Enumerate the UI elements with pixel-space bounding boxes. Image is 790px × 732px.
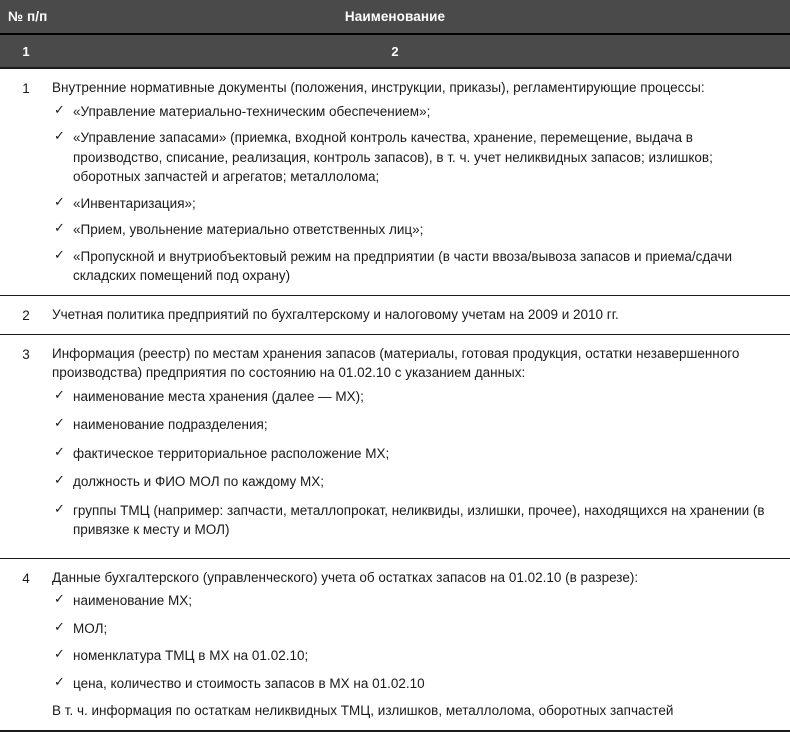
list-item — [52, 619, 780, 639]
list-item — [52, 674, 780, 694]
check-icon: ✓ — [54, 387, 65, 403]
row-lead-text: Информация (реестр) по местам хранения запасов (материалы, готовая продукция, остатки незавершенного производства) предприятия по состоянию на 01.02.10 с указанием данных: — [52, 345, 740, 380]
row-number: 2 — [22, 307, 30, 323]
list-item-label: «Управление материально-техническим обеспечением»; — [73, 103, 431, 119]
check-icon: ✓ — [54, 221, 65, 236]
check-icon: ✓ — [54, 619, 65, 635]
row-content — [52, 568, 790, 721]
column-number-1: 1 — [22, 43, 30, 59]
table-header-numbers-row — [0, 33, 790, 67]
list-item-label: группы ТМЦ (например: запчасти, металлопрокат, неликвиды, излишки, прочее), находящихся на хранении (в привязке к месту и МОЛ) — [73, 502, 765, 537]
check-icon: ✓ — [54, 129, 65, 144]
check-icon: ✓ — [54, 102, 65, 118]
table-row — [0, 335, 790, 559]
check-icon: ✓ — [54, 473, 65, 488]
check-icon: ✓ — [54, 592, 65, 607]
check-icon: ✓ — [54, 194, 65, 210]
list-item-label: «Прием, увольнение материально ответственных лиц»; — [73, 222, 424, 237]
list-item — [52, 194, 780, 214]
row-content — [52, 305, 790, 325]
row-lead-text: Внутренние нормативные документы (положения, инструкции, приказы), регламентирующие процессы: — [52, 80, 705, 95]
list-item-label: фактическое территориальное расположение МХ; — [73, 445, 390, 461]
list-item — [52, 387, 780, 407]
list-item — [52, 646, 780, 666]
list-item-label: «Управление запасами» (приемка, входной контроль качества, хранение, перемещение, выдача в производство, списание, реализация, контроль запасов), в т. ч. учет неликвидных запасов; излишков; оборотных запчастей и агрегатов; металлолома; — [73, 130, 713, 184]
row-number: 4 — [22, 570, 30, 586]
table-header-labels-row — [0, 0, 790, 33]
check-icon: ✓ — [54, 674, 65, 690]
list-item — [52, 472, 780, 492]
row-tail-text: В т. ч. информация по остаткам неликвидных ТМЦ, излишков, металлолома, оборотных запчастей — [52, 703, 674, 718]
list-item — [52, 444, 780, 464]
column-header-name: Наименование — [344, 9, 446, 24]
table-body — [0, 67, 790, 732]
row-number: 1 — [22, 81, 30, 96]
table-row — [0, 296, 790, 335]
list-item-label: наименование МХ; — [73, 593, 193, 608]
list-item — [52, 501, 780, 540]
checklist — [52, 102, 780, 286]
check-icon: ✓ — [54, 444, 65, 460]
row-lead-text: Учетная политика предприятий по бухгалтерскому и налоговому учетам на 2009 и 2010 гг. — [52, 306, 619, 322]
table-header — [0, 0, 790, 67]
checklist — [52, 591, 780, 693]
column-number-2: 2 — [391, 43, 399, 59]
list-item-label: «Пропускной и внутриобъектовый режим на предприятии (в части ввоза/вывоза запасов и приема/сдачи складских помещений под охрану) — [73, 248, 733, 283]
list-item-label: номенклатура ТМЦ в МХ на 01.02.10; — [73, 648, 309, 663]
list-item-label: наименование подразделения; — [73, 417, 268, 432]
column-header-no: № п/п — [8, 9, 48, 24]
list-item-label: наименование места хранения (далее — МХ); — [73, 388, 364, 404]
list-item — [52, 415, 780, 435]
list-item-label: «Инвентаризация»; — [73, 195, 196, 211]
row-number: 3 — [22, 346, 30, 362]
list-item — [52, 102, 780, 122]
list-item — [52, 128, 780, 187]
list-item-label: должность и ФИО МОЛ по каждому МХ; — [73, 474, 325, 489]
list-item — [52, 247, 780, 286]
row-content — [52, 78, 790, 286]
checklist — [52, 387, 780, 540]
list-item — [52, 591, 780, 611]
list-item — [52, 220, 780, 240]
check-icon: ✓ — [54, 416, 65, 431]
list-item-label: МОЛ; — [73, 620, 108, 636]
check-icon: ✓ — [54, 247, 65, 263]
row-content — [52, 344, 790, 549]
check-icon: ✓ — [54, 501, 65, 517]
list-item-label: цена, количество и стоимость запасов в МХ на 01.02.10 — [73, 675, 425, 691]
check-icon: ✓ — [54, 647, 65, 662]
table-row — [0, 69, 790, 296]
table-row — [0, 559, 790, 732]
row-lead-text: Данные бухгалтерского (управленческого) учета об остатках запасов на 01.02.10 (в разрезе): — [52, 569, 639, 585]
